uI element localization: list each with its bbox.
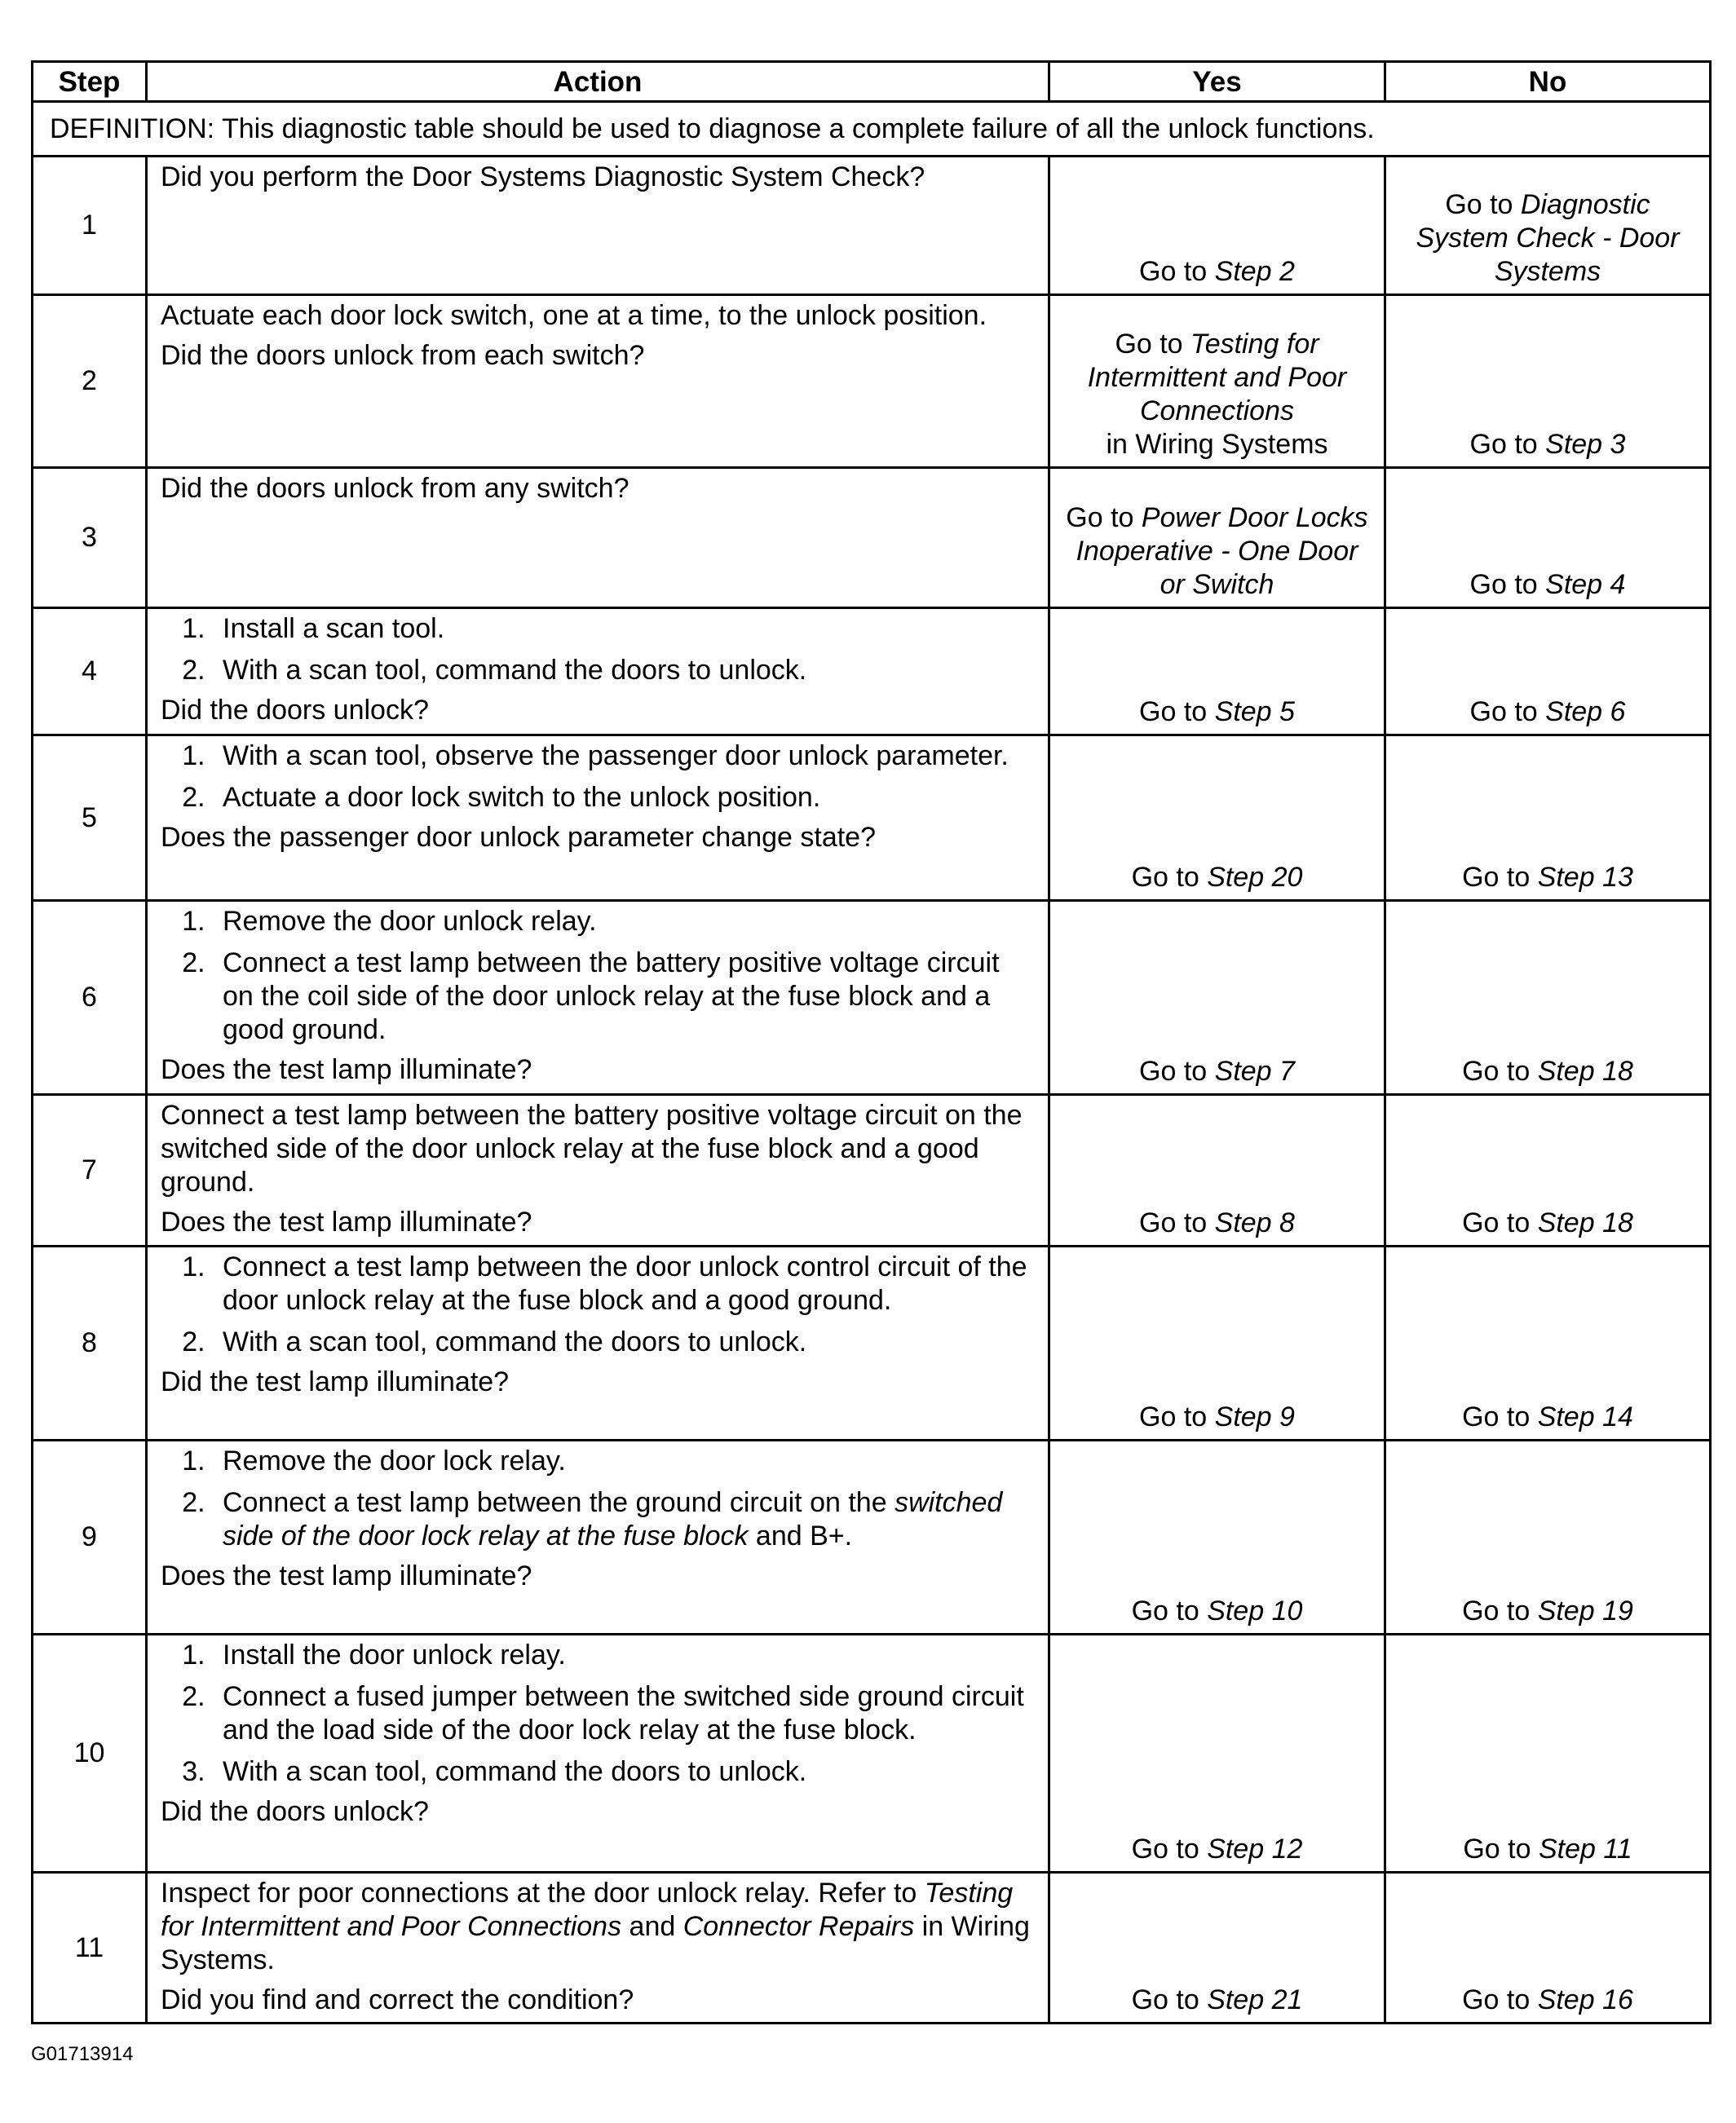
action-steps-list	[161, 739, 1035, 814]
yes-cell	[1049, 1095, 1385, 1247]
yes-step-ref: Step 7	[1214, 1056, 1295, 1087]
diagnostic-table	[31, 60, 1712, 2024]
no-prefix: Go to	[1462, 1056, 1538, 1087]
action-cell	[147, 1095, 1049, 1247]
list-item: 2. Connect a test lamp between the battery positive voltage circuit on the coil side of the door unlock relay at the fuse block and a good ground.	[213, 947, 1035, 1047]
action-text-part: and	[621, 1911, 683, 1942]
no-step-ref: Step 19	[1537, 1596, 1633, 1626]
no-step-ref: Step 11	[1538, 1834, 1632, 1865]
list-item-text: and B+.	[748, 1521, 853, 1551]
step-number: 6	[33, 901, 147, 1095]
action-text-part: in Wiring Systems.	[161, 1911, 1030, 1975]
question-text: Does the passenger door unlock parameter change state?	[161, 822, 876, 853]
definition-text: DEFINITION: This diagnostic table should be used to diagnose a complete failure of all the unlock functions.	[33, 102, 1711, 157]
no-prefix: Go to	[1462, 1984, 1538, 2015]
action-steps-list	[161, 612, 1035, 687]
yes-cell	[1049, 901, 1385, 1095]
yes-prefix: Go to	[1115, 329, 1191, 360]
yes-step-ref: Step 2	[1214, 256, 1295, 287]
no-cell	[1385, 1635, 1711, 1873]
list-item: 2. With a scan tool, command the doors to unlock.	[213, 1326, 1035, 1359]
list-item: 2. Actuate a door lock switch to the unlock position.	[213, 781, 1035, 814]
no-prefix: Go to	[1462, 1596, 1538, 1626]
table-row	[33, 1247, 1711, 1441]
list-item: 1. With a scan tool, observe the passenger door unlock parameter.	[213, 739, 1035, 773]
header-yes: Yes	[1049, 62, 1385, 102]
yes-cell	[1049, 468, 1385, 608]
yes-cell	[1049, 295, 1385, 468]
action-text: Actuate each door lock switch, one at a time, to the unlock position.	[161, 300, 987, 331]
table-row	[33, 468, 1711, 608]
no-step-ref: Diagnostic System Check - Door Systems	[1416, 189, 1680, 287]
header-action: Action	[147, 62, 1049, 102]
question-text: Did the doors unlock?	[161, 695, 429, 726]
no-cell	[1385, 1441, 1711, 1635]
step-number: 10	[33, 1635, 147, 1873]
no-step-ref: Step 13	[1537, 862, 1633, 893]
no-prefix: Go to	[1469, 569, 1546, 600]
list-item: 1. Remove the door unlock relay.	[213, 905, 1035, 938]
table-row	[33, 1873, 1711, 2024]
yes-prefix: Go to	[1139, 256, 1215, 287]
action-cell	[147, 1441, 1049, 1635]
no-cell	[1385, 901, 1711, 1095]
list-item: 2. Connect a fused jumper between the switched side ground circuit and the load side of the door lock relay at the fuse block.	[213, 1680, 1035, 1747]
step-number: 5	[33, 735, 147, 901]
step-number: 4	[33, 608, 147, 735]
yes-step-ref: Step 9	[1214, 1401, 1295, 1432]
yes-step-ref: Step 8	[1214, 1207, 1295, 1238]
no-step-ref: Step 14	[1537, 1401, 1633, 1432]
question-text: Did the test lamp illuminate?	[161, 1366, 510, 1397]
action-cell	[147, 468, 1049, 608]
action-steps-list	[161, 1639, 1035, 1789]
no-cell	[1385, 608, 1711, 735]
question-text: Did you find and correct the condition?	[161, 1984, 634, 2015]
no-step-ref: Step 16	[1537, 1984, 1633, 2015]
yes-step-ref: Step 12	[1207, 1834, 1303, 1865]
action-steps-list	[161, 1251, 1035, 1359]
action-text	[161, 1877, 1035, 1977]
table-row	[33, 1441, 1711, 1635]
yes-prefix: Go to	[1131, 1984, 1208, 2015]
figure-id: G01713914	[31, 2043, 134, 2065]
question-text: Did the doors unlock from any switch?	[161, 473, 629, 504]
list-item: 3. With a scan tool, command the doors to unlock.	[213, 1755, 1035, 1789]
action-steps-list	[161, 1445, 1035, 1553]
action-cell	[147, 157, 1049, 295]
yes-cell	[1049, 1247, 1385, 1441]
yes-step-ref: Power Door Locks Inoperative - One Door or Switch	[1076, 502, 1368, 600]
step-number: 9	[33, 1441, 147, 1635]
no-cell	[1385, 157, 1711, 295]
step-number: 7	[33, 1095, 147, 1247]
yes-prefix: Go to	[1131, 1834, 1208, 1865]
action-text-part: Inspect for poor connections at the door unlock relay. Refer to	[161, 1878, 925, 1909]
action-cell	[147, 1873, 1049, 2024]
action-steps-list	[161, 905, 1035, 1047]
yes-step-ref: Step 10	[1207, 1596, 1303, 1626]
yes-step-ref: Step 5	[1214, 696, 1295, 727]
list-item-italic-text: switched side of the door lock relay at the fuse block	[223, 1487, 1003, 1551]
question-text: Does the test lamp illuminate?	[161, 1207, 532, 1238]
list-item: 2. With a scan tool, command the doors to unlock.	[213, 654, 1035, 687]
list-item: 1. Remove the door lock relay.	[213, 1445, 1035, 1478]
no-cell	[1385, 1873, 1711, 2024]
action-cell	[147, 1247, 1049, 1441]
no-cell	[1385, 735, 1711, 901]
action-text: Connect a test lamp between the battery positive voltage circuit on the switched side of the door unlock relay at the fuse block and a good ground.	[161, 1100, 1023, 1198]
no-prefix: Go to	[1469, 696, 1546, 727]
list-item-text: Connect a test lamp between the ground circuit on the	[223, 1487, 895, 1518]
no-prefix: Go to	[1462, 1401, 1538, 1432]
step-number: 3	[33, 468, 147, 608]
yes-step-ref: Step 20	[1207, 862, 1303, 893]
no-prefix: Go to	[1462, 1207, 1538, 1238]
yes-cell	[1049, 608, 1385, 735]
yes-prefix: Go to	[1139, 1056, 1215, 1087]
table-row	[33, 1635, 1711, 1873]
table-row	[33, 901, 1711, 1095]
yes-cell	[1049, 735, 1385, 901]
yes-step-ref: Step 21	[1207, 1984, 1303, 2015]
yes-prefix: Go to	[1139, 696, 1215, 727]
reference-link-text: Testing for Intermittent and Poor Connections	[161, 1878, 1014, 1942]
list-item	[213, 1486, 1035, 1553]
no-prefix: Go to	[1462, 862, 1538, 893]
yes-cell	[1049, 1441, 1385, 1635]
action-cell	[147, 901, 1049, 1095]
no-step-ref: Step 4	[1545, 569, 1626, 600]
reference-link-text: Connector Repairs	[682, 1911, 915, 1942]
question-text: Does the test lamp illuminate?	[161, 1560, 532, 1591]
yes-cell	[1049, 157, 1385, 295]
yes-prefix: Go to	[1139, 1207, 1215, 1238]
step-number: 2	[33, 295, 147, 468]
no-prefix: Go to	[1469, 429, 1546, 460]
action-cell	[147, 735, 1049, 901]
header-no: No	[1385, 62, 1711, 102]
list-item: 1. Connect a test lamp between the door unlock control circuit of the door unlock relay at the fuse block and a good ground.	[213, 1251, 1035, 1317]
no-cell	[1385, 1095, 1711, 1247]
yes-prefix: Go to	[1131, 1596, 1208, 1626]
no-step-ref: Step 3	[1545, 429, 1626, 460]
question-text: Did you perform the Door Systems Diagnostic System Check?	[161, 161, 925, 192]
list-item: 1. Install a scan tool.	[213, 612, 1035, 646]
no-prefix: Go to	[1463, 1834, 1539, 1865]
yes-prefix: Go to	[1139, 1401, 1215, 1432]
question-text: Did the doors unlock from each switch?	[161, 340, 645, 371]
yes-cell	[1049, 1635, 1385, 1873]
action-cell	[147, 608, 1049, 735]
step-number: 1	[33, 157, 147, 295]
no-prefix: Go to	[1445, 189, 1521, 220]
action-cell	[147, 1635, 1049, 1873]
table-row	[33, 295, 1711, 468]
yes-step-ref: Testing for Intermittent and Poor Connections	[1087, 329, 1347, 426]
no-cell	[1385, 1247, 1711, 1441]
yes-prefix: Go to	[1066, 502, 1142, 533]
list-item: 1. Install the door unlock relay.	[213, 1639, 1035, 1672]
header-step: Step	[33, 62, 147, 102]
table-row	[33, 608, 1711, 735]
question-text: Does the test lamp illuminate?	[161, 1054, 532, 1085]
table-row	[33, 1095, 1711, 1247]
no-cell	[1385, 468, 1711, 608]
no-step-ref: Step 18	[1537, 1056, 1633, 1087]
no-cell	[1385, 295, 1711, 468]
no-step-ref: Step 18	[1537, 1207, 1633, 1238]
yes-prefix: Go to	[1131, 862, 1208, 893]
step-number: 11	[33, 1873, 147, 2024]
no-step-ref: Step 6	[1545, 696, 1626, 727]
yes-suffix: in Wiring Systems	[1106, 429, 1328, 460]
table-row	[33, 735, 1711, 901]
definition-row	[33, 102, 1711, 157]
table-row	[33, 157, 1711, 295]
step-number: 8	[33, 1247, 147, 1441]
question-text: Did the doors unlock?	[161, 1796, 429, 1827]
header-row	[33, 62, 1711, 102]
yes-cell	[1049, 1873, 1385, 2024]
action-cell	[147, 295, 1049, 468]
